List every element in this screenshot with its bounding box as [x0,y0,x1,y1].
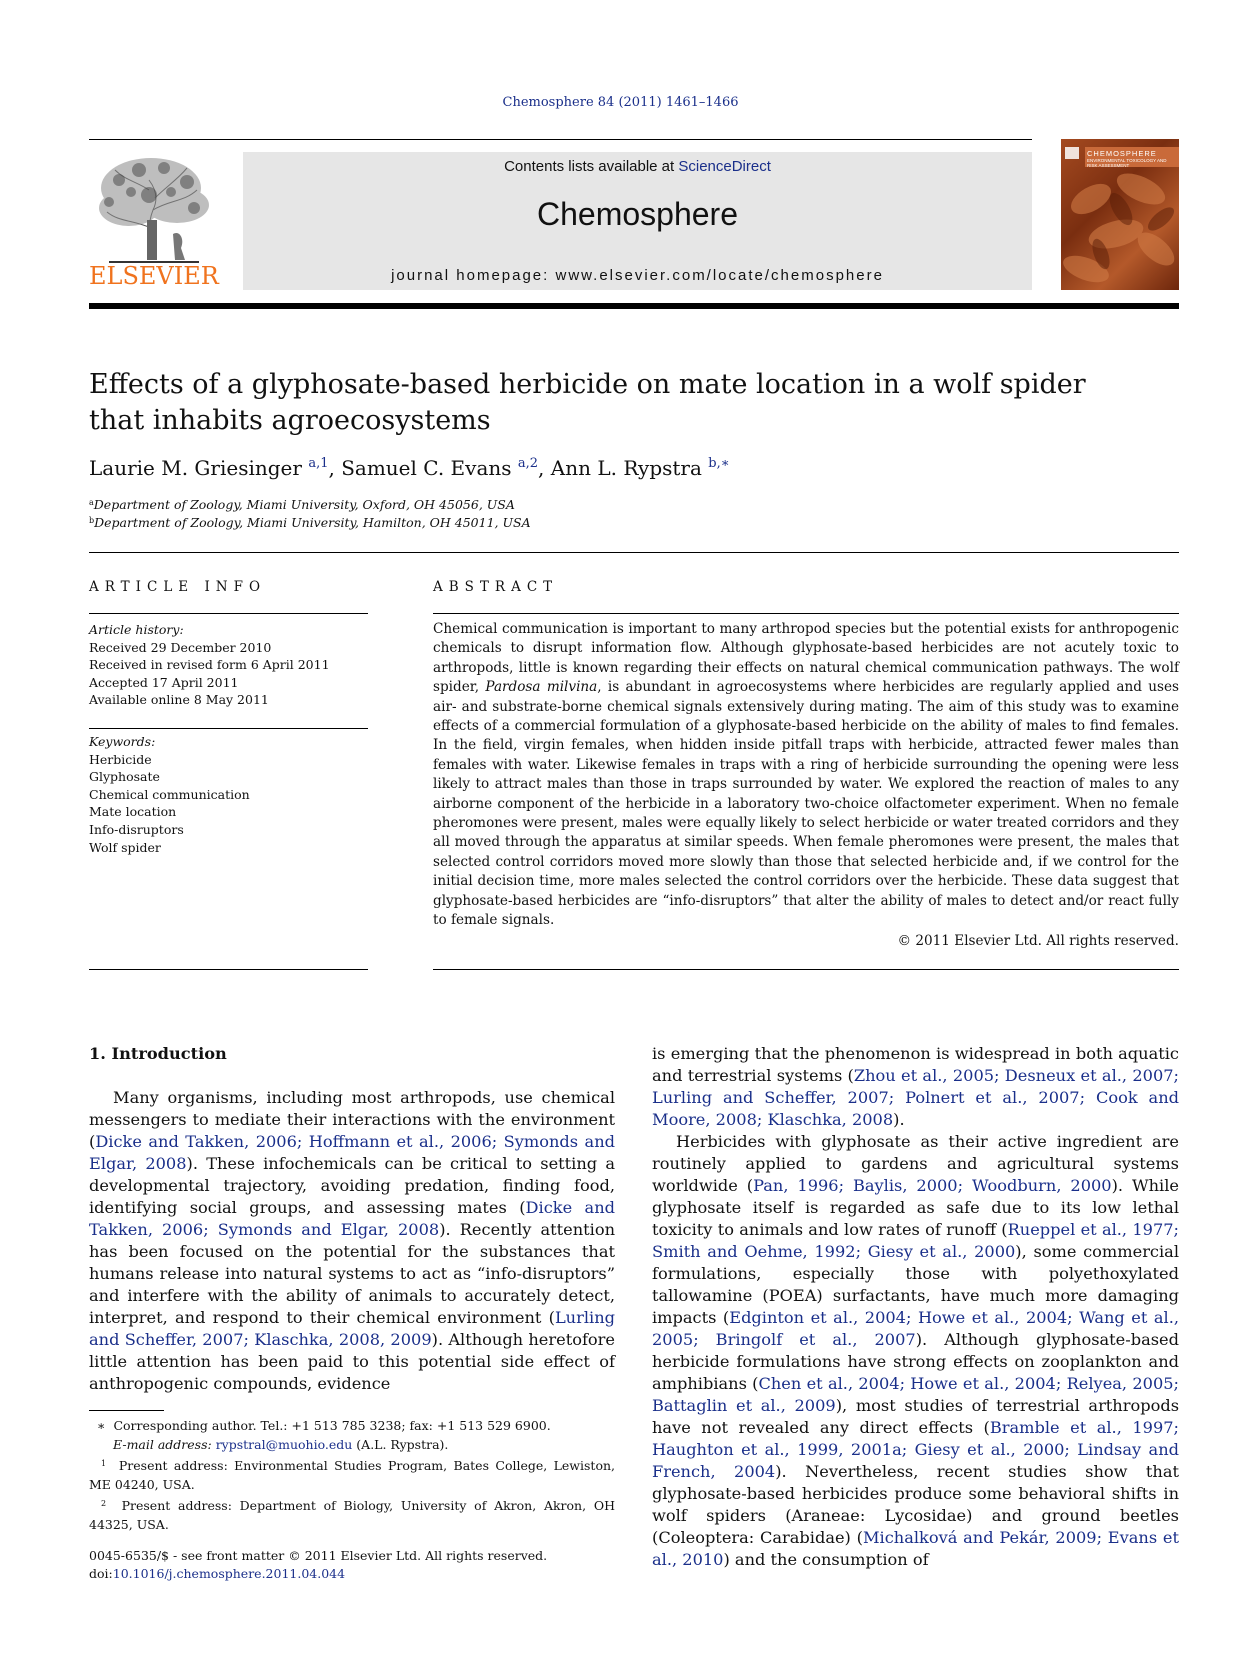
footnote-rule [89,1410,164,1411]
author-name: Ann L. Rypstra [550,456,702,480]
keyword: Chemical communication [89,786,250,802]
history-label: Article history: [89,622,184,637]
intro-paragraph-1-continued [652,1043,1179,1131]
corresponding-author-note [89,1416,615,1435]
footnote-2 [89,1494,615,1534]
body-column-left [89,1043,615,1395]
keyword: Info-disruptors [89,821,184,837]
email-link[interactable]: rypstral@muohio.edu [215,1437,353,1452]
article-info-heading: ARTICLE INFO [89,579,267,595]
footnote-marker: ∗ [97,1418,106,1433]
info-rule [89,728,368,729]
affiliation-marker: a [89,498,94,507]
author-affiliation-ref[interactable]: b,∗ [708,456,730,471]
intro-paragraph-1 [89,1087,615,1395]
affiliation-a [89,497,515,512]
affiliation-marker: b [89,516,95,525]
body-text: is emerging that the phenomenon is widespread in both aquatic and terrestrial systems ( [652,1044,1179,1085]
citation-link[interactable]: Dicke and Takken, 2006; Hoffmann et al., 2006; Symonds and Elgar, 2008 [89,1132,615,1173]
body-text: Herbicides with glyphosate as their active ingredient are routinely applied to gardens and agricultural systems worldwide ( [652,1132,1179,1195]
journal-name: Chemosphere [537,196,738,232]
keyword: Mate location [89,804,177,820]
keyword: Wolf spider [89,839,161,855]
body-text: ). [893,1110,905,1129]
header-rule [89,139,1032,140]
email-label: E-mail address: [113,1437,216,1452]
front-matter-notes [89,1547,547,1583]
journal-cover-image [1061,139,1179,290]
cover-title: CHEMOSPHERE [1087,149,1157,158]
cover-publisher-mark-icon [1065,147,1079,159]
author-name: Laurie M. Griesinger [89,456,302,480]
body-text: ). These infochemicals can be critical to setting a developmental trajectory, avoiding predation, finding food, identifying social groups, and assessing mates ( [89,1154,615,1217]
keyword: Glyphosate [89,769,160,785]
author-separator: , [328,456,342,480]
cover-subtitle: ENVIRONMENTAL TOXICOLOGY AND RISK ASSESSMENT [1087,158,1167,168]
footnotes [89,1416,615,1534]
citation-link[interactable]: Rueppel et al., 1977; Smith and Oehme, 1992; Giesy et al., 2000 [652,1220,1179,1261]
citation-link[interactable]: Zhou et al., 2005; Desneux et al., 2007; Lurling and Scheffer, 2007; Polnert et al., 2007; Cook and Moore, 2008; Klaschka, 2008 [652,1066,1179,1129]
intro-paragraph-2 [652,1131,1179,1571]
history-accepted: Accepted 17 April 2011 [89,674,239,690]
email-suffix: (A.L. Rypstra). [352,1437,449,1452]
body-text: ), some commercial formulations, especially those with polyethoxylated tallowamine (POEA) surfactants, have much more damaging impacts ( [652,1242,1180,1327]
body-text: ). Although glyphosate-based herbicide formulations have strong effects on zooplankton and amphibians ( [652,1330,1179,1393]
author-affiliation-ref[interactable]: a,1 [308,456,329,471]
publisher-wordmark: ELSEVIER [89,262,219,290]
journal-homepage[interactable]: journal homepage: www.elsevier.com/locate/chemosphere [391,267,884,284]
affiliation-b [89,515,531,530]
abstract-part: , is abundant in agroecosystems where herbicides are regularly applied and uses air- and substrate-borne chemical signals extensively during mating. The aim of this study was to examine effects of a commercial formulation of a glyphosate-based herbicide on the ability of males to find females. In the field, virgin females, when hidden inside pitfall traps with herbicide, attracted fewer males than females with water. Likewise females in traps with a ring of herbicide surrounding the opening were less likely to attract males than those in traps surrounded by water. We explored the reaction of males to any airborne component of the herbicide in a laboratory two-choice olfactometer experiment. When no female pheromones were present, males were equally likely to select herbicide or water treated corridors and they all moved through the apparatus at similar speeds. When female pheromones were present, the males that selected control corridors moved more slowly than those that selected herbicide and, if we control for the initial decision time, more males selected the control corridors over the herbicide. These data suggest that glyphosate-based herbicides are “info-disruptors” that alter the ability of males to detect and/or react fully to female signals. [433,679,1179,929]
abstract-body [433,620,1179,951]
abstract-heading: ABSTRACT [433,579,559,595]
keywords-list [89,733,250,856]
citation-link[interactable]: Pan, 1996; Baylis, 2000; Woodburn, 2000 [753,1176,1112,1195]
keyword: Herbicide [89,751,152,767]
footnote-1 [89,1454,615,1494]
body-text: ) and the consumption of [723,1550,929,1569]
author-affiliation-ref[interactable]: a,2 [517,456,539,471]
affiliation-text: Department of Zoology, Miami University, Oxford, OH 45056, USA [93,497,515,512]
species-name: Pardosa milvina [485,679,598,696]
keywords-label: Keywords: [89,734,156,749]
article-title: Effects of a glyphosate-based herbicide on mate location in a wolf spider that inhabits agroecosystems [89,369,1086,436]
footnote-text: Present address: Department of Biology, University of Akron, Akron, OH 44325, USA. [89,1498,615,1532]
body-text: ). While glyphosate itself is regarded as safe due to its low lethal toxicity to animals and low rates of runoff ( [652,1176,1179,1239]
citation-link[interactable]: Chen et al., 2004; Howe et al., 2004; Relyea, 2005; Battaglin et al., 2009 [652,1374,1179,1415]
abstract-rule [433,613,1179,614]
contents-line [243,158,1032,175]
elsevier-logo [89,150,219,290]
section-heading: 1. Introduction [89,1044,227,1063]
contents-prefix: Contents lists available at [504,158,679,175]
citation-link[interactable]: Michalková and Pekár, 2009; Evans et al., 2010 [652,1528,1179,1569]
header-thick-rule [89,303,1179,309]
citation-link[interactable]: Bramble et al., 1997; Haughton et al., 1999, 2001a; Giesy et al., 2000; Lindsay and French, 2004 [652,1418,1179,1481]
history-received: Received 29 December 2010 [89,639,272,655]
footnote-marker: 1 [101,1459,107,1468]
section-rule [89,552,1179,553]
doi-link[interactable]: 10.1016/j.chemosphere.2011.04.044 [112,1566,346,1581]
footnote-text: Corresponding author. Tel.: +1 513 785 3238; fax: +1 513 529 6900. [113,1418,551,1433]
citation-link[interactable]: Lurling and Scheffer, 2007; Klaschka, 2008, 2009 [89,1308,615,1349]
body-text: ), most studies of terrestrial arthropods have not revealed any direct effects ( [652,1396,1179,1437]
body-column-right [652,1043,1179,1571]
footnote-marker: 2 [101,1499,107,1508]
sciencedirect-link[interactable]: ScienceDirect [678,158,771,175]
abstract-part: Chemical communication is important to many arthropod species but the potential exists for anthropogenic chemicals to disrupt information flow. Although glyphosate-based herbicides are not acutely toxic to arthropods, little is known regarding their effects on natural chemical communication pathways. The wolf spider, [433,621,1179,696]
body-text: ). Recently attention has been focused on the potential for the substances that humans release into natural systems to act as “info-disruptors” and interfere with the ability of animals to accurately detect, interpret, and respond to their chemical environment ( [89,1220,615,1327]
issn-line: 0045-6535/$ - see front matter © 2011 Elsevier Ltd. All rights reserved. [89,1548,548,1563]
email-note [89,1435,615,1454]
citation-link[interactable]: Dicke and Takken, 2006; Symonds and Elgar, 2008 [89,1198,616,1239]
body-text: Many organisms, including most arthropods, use chemical messengers to mediate their interactions with the environment ( [89,1088,615,1151]
info-rule [89,613,368,614]
abstract-rule [433,969,1179,970]
author-separator: , [538,456,551,480]
doi-line [89,1565,547,1583]
affiliation-text: Department of Zoology, Miami University, Hamilton, OH 45011, USA [94,515,531,530]
copyright-notice: © 2011 Elsevier Ltd. All rights reserved. [897,932,1179,949]
article-history [89,621,330,709]
info-rule [89,969,368,970]
abstract-text [433,620,1179,931]
journal-banner [243,152,1032,290]
author-name: Samuel C. Evans [341,456,512,480]
author-list [89,456,730,480]
history-revised: Received in revised form 6 April 2011 [89,657,330,673]
body-text: ). Although heretofore little attention has been paid to this potential side effect of anthropogenic compounds, evidence [89,1330,615,1393]
doi-label: doi: [89,1566,113,1581]
journal-reference[interactable]: Chemosphere 84 (2011) 1461–1466 [502,95,739,110]
citation-link[interactable]: Edginton et al., 2004; Howe et al., 2004; Wang et al., 2005; Bringolf et al., 2007 [652,1308,1179,1349]
body-text: ). Nevertheless, recent studies show that glyphosate-based herbicides produce some behavioral shifts in wolf spiders (Araneae: Lycosidae) and ground beetles (Coleoptera: Carabidae) ( [652,1462,1179,1547]
history-online: Available online 8 May 2011 [89,692,269,708]
footnote-text: Present address: Environmental Studies Program, Bates College, Lewiston, ME 04240, USA. [89,1458,615,1492]
